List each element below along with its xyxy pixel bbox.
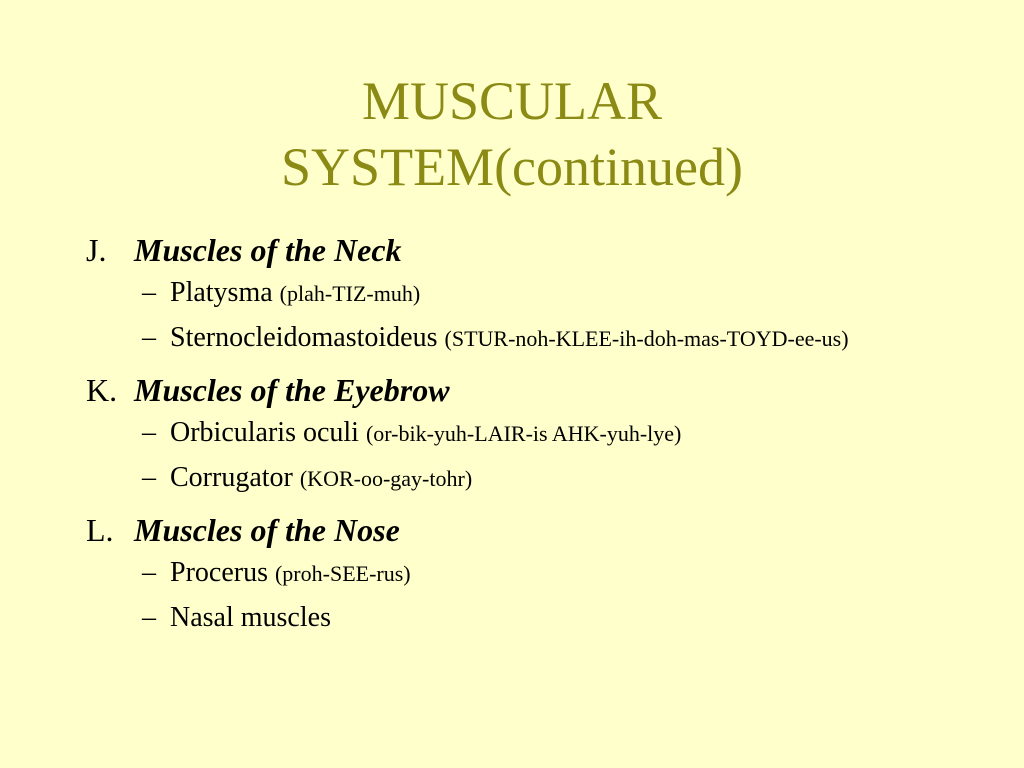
title-line-2: SYSTEM(continued)	[281, 137, 743, 197]
list-item	[142, 321, 966, 356]
dash-bullet: –	[142, 462, 156, 493]
item-term: Orbicularis oculi	[170, 417, 359, 448]
slide-content	[86, 228, 966, 648]
dash-bullet: –	[142, 322, 156, 353]
title-line-1: MUSCULAR	[361, 71, 663, 131]
dash-bullet: –	[142, 277, 156, 308]
item-body	[170, 556, 870, 591]
item-pronunciation: (KOR-oo-gay-tohr)	[299, 466, 473, 491]
section-neck	[86, 228, 966, 356]
slide-title	[0, 68, 1024, 200]
item-pronunciation: (plah-TIZ-muh)	[279, 281, 421, 306]
item-body	[170, 461, 870, 496]
section-heading	[86, 228, 966, 272]
item-list	[86, 556, 966, 636]
item-term: Nasal muscles	[170, 602, 331, 633]
item-body	[170, 276, 870, 311]
dash-bullet: –	[142, 602, 156, 633]
item-term: Procerus	[170, 557, 268, 588]
section-name: Muscles of the Neck	[134, 232, 402, 268]
item-term: Sternocleidomastoideus	[170, 322, 438, 353]
item-list	[86, 276, 966, 356]
section-letter: L.	[86, 512, 114, 548]
section-nose	[86, 508, 966, 636]
list-item	[142, 416, 966, 451]
section-heading	[86, 368, 966, 412]
item-term: Platysma	[170, 277, 273, 308]
list-item	[142, 556, 966, 591]
item-pronunciation: (or-bik-yuh-LAIR-is AHK-yuh-lye)	[365, 421, 682, 446]
item-body	[170, 321, 870, 356]
section-letter: J.	[86, 232, 107, 268]
section-name: Muscles of the Nose	[134, 512, 400, 548]
section-name: Muscles of the Eyebrow	[134, 372, 450, 408]
dash-bullet: –	[142, 557, 156, 588]
dash-bullet: –	[142, 417, 156, 448]
item-term: Corrugator	[170, 462, 293, 493]
section-eyebrow	[86, 368, 966, 496]
section-letter: K.	[86, 372, 118, 408]
section-heading	[86, 508, 966, 552]
item-list	[86, 416, 966, 496]
list-item	[142, 461, 966, 496]
list-item	[142, 601, 966, 636]
item-body	[170, 601, 870, 636]
item-pronunciation: (proh-SEE-rus)	[274, 561, 411, 586]
item-body	[170, 416, 870, 451]
list-item	[142, 276, 966, 311]
item-pronunciation: (STUR-noh-KLEE-ih-doh-mas-TOYD-ee-us)	[444, 326, 849, 351]
